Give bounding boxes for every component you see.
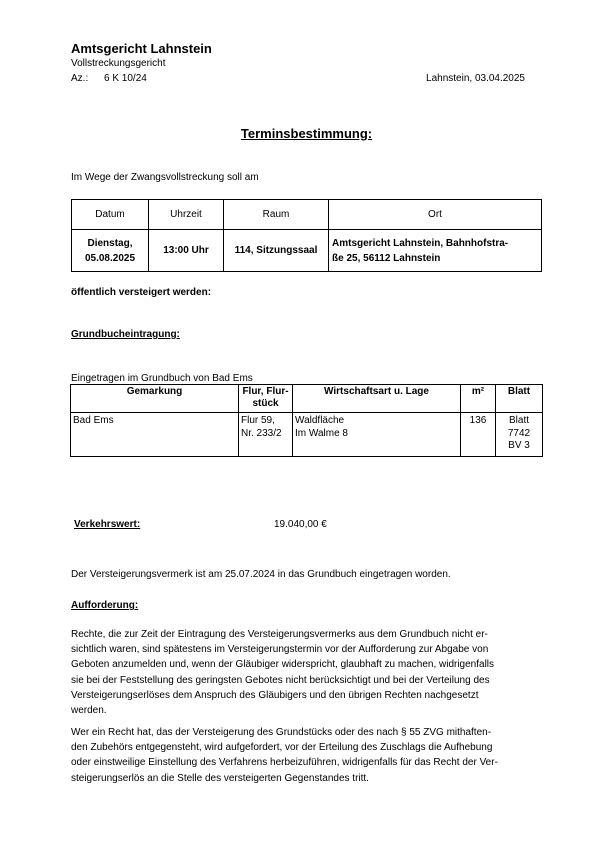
flur-header-line-1: Flur, Flur- (242, 386, 289, 397)
paragraph-rights (71, 627, 551, 718)
paragraph-objection-line: oder einstweilige Einstellung des Verfahrens herbeizuführen, widrigenfalls für das Recht der Ver- (71, 757, 498, 769)
flur-header-line-2: stück (252, 398, 279, 409)
paragraph-rights-line: Geboten anzumelden und, wenn der Gläubiger widerspricht, glaubhaft zu machen, widrigenfalls (71, 659, 495, 671)
sheet-line-1: Blatt (508, 415, 529, 426)
header-room: Raum (224, 200, 329, 230)
cell-type (293, 413, 461, 457)
paragraph-rights-line: Versteigerungserlöses dem Anspruch des Gläubigers und den übrigen Rechten nachgesetzt (71, 689, 479, 701)
paragraph-objection-line: steigerungserlös an die Stelle des versteigerten Gegenstandes tritt. (71, 772, 369, 784)
market-value: 19.040,00 € (274, 519, 327, 530)
flur-line-1: Flur 59, (241, 415, 275, 426)
place-line-2: ße 25, 56112 Lahnstein (332, 252, 441, 264)
header-date: Datum (72, 200, 149, 230)
date-line-1: Dienstag, (87, 237, 133, 249)
place-date: Lahnstein, 03.04.2025 (426, 73, 525, 84)
paragraph-objection-line: Wer ein Recht hat, das der Versteigerung des Grundstücks oder des nach § 55 ZVG mithaften- (71, 727, 492, 738)
header-place: Ort (329, 200, 542, 230)
cell-area: 136 (461, 413, 496, 457)
document-title: Terminsbestimmung: (240, 126, 373, 141)
header-gemarkung: Gemarkung (71, 385, 239, 413)
case-number: 6 K 10/24 (104, 73, 147, 84)
appointment-date (72, 230, 149, 272)
cell-sheet (496, 413, 543, 457)
paragraph-objection (71, 725, 551, 786)
paragraph-rights-line: werden. (71, 705, 107, 717)
paragraph-rights-line: Rechte, die zur Zeit der Eintragung des Versteigerungsvermerks aus dem Grundbuch nicht er- (71, 629, 488, 640)
sheet-line-3: BV 3 (508, 440, 530, 451)
place-line-1: Amtsgericht Lahnstein, Bahnhofstra- (332, 237, 509, 249)
date-line-2: 05.08.2025 (84, 252, 136, 264)
appointment-time: 13:00 Uhr (149, 230, 224, 272)
paragraph-rights-line: sichtlich waren, sind spätestens im Versteigerungstermin vor der Aufforderung zur Abgabe von (71, 644, 489, 656)
auction-text: öffentlich versteigert werden: (71, 287, 212, 298)
registration-note: Der Versteigerungsvermerk ist am 25.07.2024 in das Grundbuch eingetragen worden. (71, 569, 451, 580)
cell-flur (239, 413, 293, 457)
department: Vollstreckungsgericht (71, 58, 166, 69)
header-sheet: Blatt (496, 385, 543, 413)
sheet-line-2: 7742 (507, 427, 531, 439)
appointment-room: 114, Sitzungssaal (224, 230, 329, 272)
market-value-label: Verkehrswert: (74, 519, 141, 530)
intro-text: Im Wege der Zwangsvollstreckung soll am (71, 172, 259, 183)
type-line-2: Im Walme 8 (295, 427, 348, 439)
land-register-intro: Eingetragen im Grundbuch von Bad Ems (71, 373, 253, 384)
header-area: m² (461, 385, 496, 413)
appointment-row (72, 230, 542, 272)
appointment-table (71, 199, 542, 272)
appointment-place (329, 230, 542, 272)
land-register-heading: Grundbucheintragung: (71, 329, 180, 340)
case-number-label: Az.: (71, 73, 89, 84)
paragraph-rights-line: sie bei der Feststellung des geringsten Gebotes nicht berücksichtigt und bei der Verteilung des (71, 674, 490, 686)
header-flur (239, 385, 293, 413)
cell-gemarkung: Bad Ems (71, 413, 239, 457)
court-name: Amtsgericht Lahnstein (71, 41, 212, 56)
land-row (71, 413, 543, 457)
header-type: Wirtschaftsart u. Lage (293, 385, 461, 413)
request-heading: Aufforderung: (71, 600, 139, 611)
appointment-header-row (72, 200, 542, 230)
header-time: Uhrzeit (149, 200, 224, 230)
type-line-1: Waldfläche (295, 415, 345, 426)
land-header-row (71, 385, 543, 413)
flur-line-2: Nr. 233/2 (241, 427, 282, 439)
land-register-table (70, 384, 543, 457)
paragraph-objection-line: den Zubehörs entgegensteht, wird aufgefordert, vor der Erteilung des Zuschlags die Aufhebung (71, 742, 493, 754)
